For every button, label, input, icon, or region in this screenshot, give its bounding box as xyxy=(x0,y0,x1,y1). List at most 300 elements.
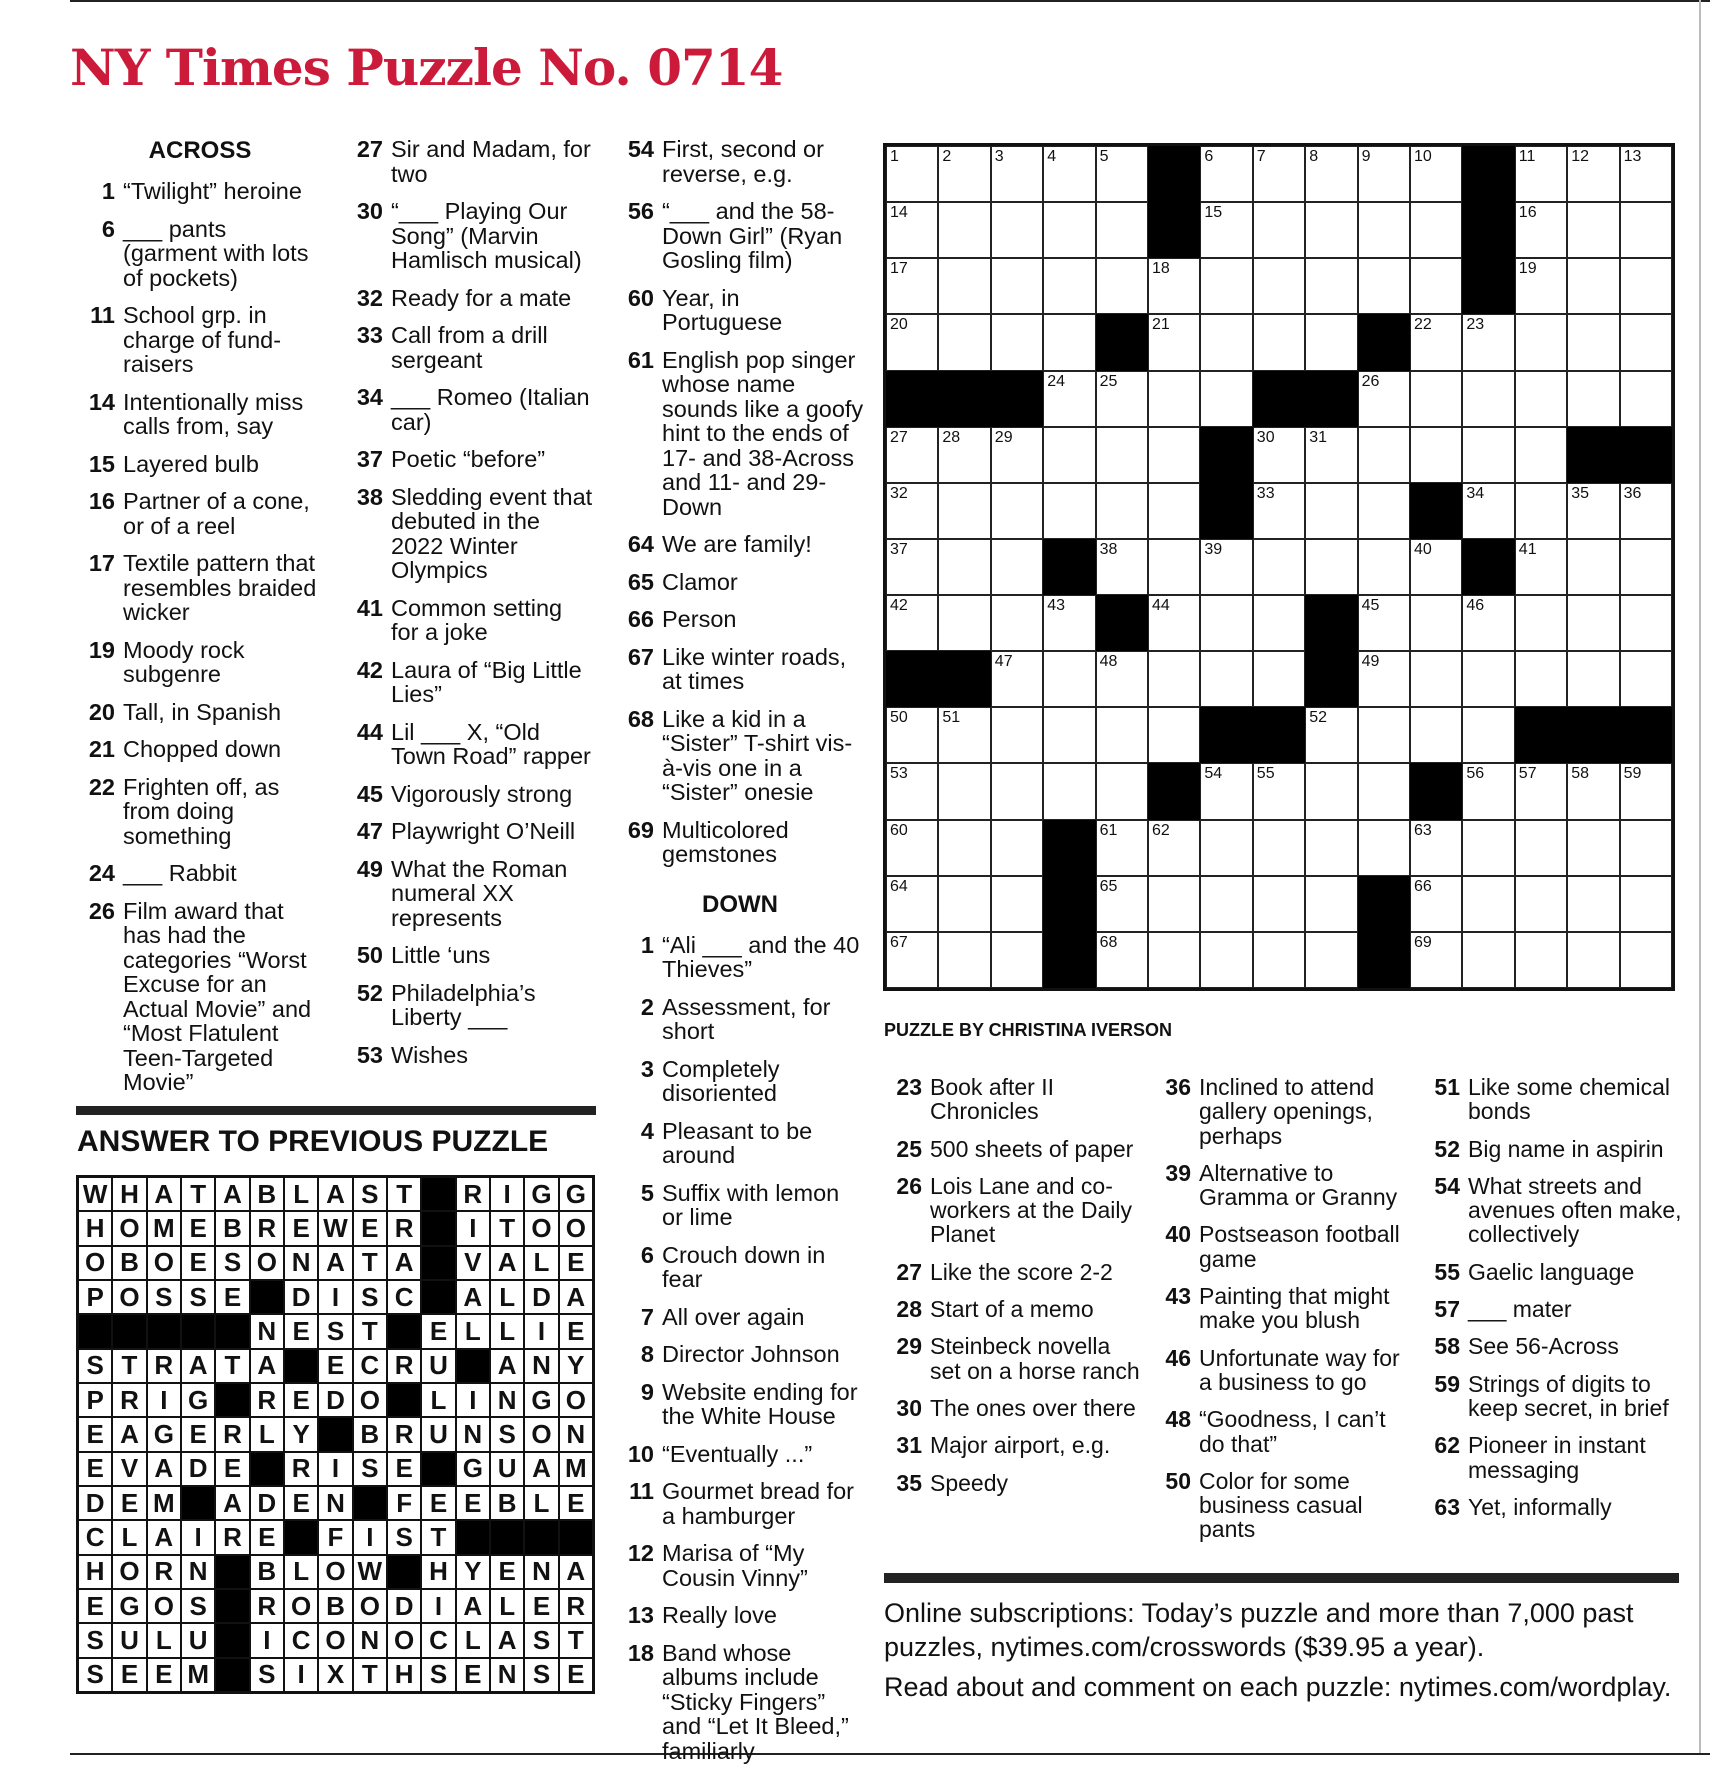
grid-cell[interactable] xyxy=(1253,820,1305,876)
grid-cell[interactable] xyxy=(1253,595,1305,651)
clue-54 xyxy=(1422,1174,1684,1247)
grid-cell[interactable] xyxy=(886,876,938,932)
grid-cell[interactable] xyxy=(991,314,1043,370)
grid-cell[interactable] xyxy=(1253,876,1305,932)
grid-cell[interactable] xyxy=(991,820,1043,876)
grid-cell[interactable] xyxy=(991,876,1043,932)
grid-cell[interactable] xyxy=(1096,371,1148,427)
grid-cell[interactable] xyxy=(938,258,990,314)
grid-cell[interactable] xyxy=(991,707,1043,763)
grid-cell[interactable] xyxy=(1358,483,1410,539)
clue-52 xyxy=(1422,1137,1684,1161)
grid-cell[interactable] xyxy=(1410,820,1462,876)
grid-cell[interactable] xyxy=(938,483,990,539)
cell-number: 38 xyxy=(1099,540,1118,558)
answer-cell: R xyxy=(250,1589,284,1623)
grid-cell[interactable] xyxy=(1253,932,1305,988)
cell-number: 44 xyxy=(1152,597,1170,615)
grid-cell[interactable] xyxy=(1620,146,1672,202)
grid-cell[interactable] xyxy=(1200,314,1252,370)
grid-cell[interactable] xyxy=(1620,258,1672,314)
grid-cell[interactable] xyxy=(1200,932,1252,988)
answer-cell: E xyxy=(284,1211,318,1245)
grid-cell[interactable] xyxy=(1620,371,1672,427)
grid-cell[interactable] xyxy=(1096,258,1148,314)
grid-cell[interactable] xyxy=(1358,371,1410,427)
grid-cell[interactable] xyxy=(938,539,990,595)
answer-cell: E xyxy=(559,1314,593,1348)
clue-11 xyxy=(614,1479,866,1528)
answer-cell: R xyxy=(456,1177,490,1211)
clue-text: Like some chemical bonds xyxy=(1468,1074,1670,1125)
grid-cell[interactable] xyxy=(1305,202,1357,258)
grid-cell[interactable] xyxy=(1305,707,1357,763)
answer-cell: B xyxy=(250,1177,284,1211)
clue-43 xyxy=(1153,1284,1415,1333)
grid-cell[interactable] xyxy=(991,763,1043,819)
grid-cell[interactable] xyxy=(1148,258,1200,314)
grid-cell[interactable] xyxy=(1358,707,1410,763)
grid-cell[interactable] xyxy=(1620,202,1672,258)
grid-cell[interactable] xyxy=(1043,146,1095,202)
grid-cell[interactable] xyxy=(1148,371,1200,427)
grid-cell[interactable] xyxy=(886,258,938,314)
footer-rule xyxy=(884,1573,1679,1583)
grid-cell[interactable] xyxy=(1200,820,1252,876)
clue-text: Person xyxy=(662,606,737,632)
answer-cell: E xyxy=(112,1486,146,1520)
grid-cell[interactable] xyxy=(938,427,990,483)
grid-cell[interactable] xyxy=(886,314,938,370)
grid-cell[interactable] xyxy=(1410,427,1462,483)
grid-cell[interactable] xyxy=(1567,146,1619,202)
grid-cell[interactable] xyxy=(1305,820,1357,876)
grid-cell[interactable] xyxy=(1410,932,1462,988)
grid-cell[interactable] xyxy=(1148,314,1200,370)
clue-44 xyxy=(343,720,595,769)
grid-cell[interactable] xyxy=(1358,651,1410,707)
grid-cell[interactable] xyxy=(1200,539,1252,595)
answer-cell: B xyxy=(215,1211,249,1245)
grid-cell[interactable] xyxy=(1200,876,1252,932)
grid-cell[interactable] xyxy=(1462,763,1514,819)
grid-cell[interactable] xyxy=(886,707,938,763)
answer-cell: S xyxy=(250,1658,284,1692)
clue-number: 35 xyxy=(896,1469,922,1496)
grid-cell[interactable] xyxy=(1305,539,1357,595)
grid-cell[interactable] xyxy=(1043,763,1095,819)
clue-number: 65 xyxy=(627,568,654,595)
answer-block xyxy=(250,1452,284,1486)
cell-number: 5 xyxy=(1099,148,1109,165)
grid-cell[interactable] xyxy=(886,146,938,202)
grid-cell[interactable] xyxy=(1253,146,1305,202)
clue-text: Like winter roads, at times xyxy=(662,643,847,694)
grid-cell[interactable] xyxy=(1410,876,1462,932)
grid-cell[interactable] xyxy=(1043,314,1095,370)
clue-2 xyxy=(614,995,866,1044)
grid-cell[interactable] xyxy=(1567,932,1619,988)
grid-cell[interactable] xyxy=(1305,483,1357,539)
clue-list xyxy=(614,137,866,867)
answer-cell: C xyxy=(284,1623,318,1657)
grid-block xyxy=(886,371,938,427)
grid-cell[interactable] xyxy=(1515,932,1567,988)
cell-number: 14 xyxy=(890,204,908,222)
answer-title: ANSWER TO PREVIOUS PUZZLE xyxy=(77,1125,549,1158)
grid-cell[interactable] xyxy=(1200,595,1252,651)
grid-cell[interactable] xyxy=(1410,314,1462,370)
answer-cell: Y xyxy=(456,1555,490,1589)
clue-text: “Ali ___ and the 40 Thieves” xyxy=(662,931,860,982)
cell-number: 18 xyxy=(1152,260,1170,278)
cell-number: 63 xyxy=(1414,821,1432,839)
grid-cell[interactable] xyxy=(1253,427,1305,483)
grid-cell[interactable] xyxy=(1043,483,1095,539)
answer-cell: N xyxy=(456,1417,490,1451)
clue-34 xyxy=(343,385,595,434)
grid-cell[interactable] xyxy=(1305,932,1357,988)
answer-cell: E xyxy=(181,1246,215,1280)
answer-block xyxy=(421,1177,455,1211)
grid-cell[interactable] xyxy=(1358,595,1410,651)
clue-number: 53 xyxy=(356,1041,383,1068)
grid-cell[interactable] xyxy=(1620,820,1672,876)
crossword-grid xyxy=(883,143,1675,991)
grid-cell[interactable] xyxy=(1515,820,1567,876)
answer-cell: S xyxy=(353,1280,387,1314)
clue-number: 62 xyxy=(1434,1432,1460,1459)
grid-cell[interactable] xyxy=(886,820,938,876)
answer-block xyxy=(421,1211,455,1245)
grid-cell[interactable] xyxy=(1096,539,1148,595)
grid-cell[interactable] xyxy=(1567,763,1619,819)
answer-cell: B xyxy=(490,1486,524,1520)
grid-cell[interactable] xyxy=(1515,539,1567,595)
grid-cell[interactable] xyxy=(1305,314,1357,370)
grid-cell[interactable] xyxy=(1096,932,1148,988)
grid-cell[interactable] xyxy=(1410,539,1462,595)
grid-cell[interactable] xyxy=(886,763,938,819)
grid-cell[interactable] xyxy=(1515,202,1567,258)
grid-cell[interactable] xyxy=(991,932,1043,988)
grid-cell[interactable] xyxy=(1567,483,1619,539)
grid-cell[interactable] xyxy=(991,258,1043,314)
grid-cell[interactable] xyxy=(1200,202,1252,258)
cell-number: 32 xyxy=(890,484,908,502)
grid-cell[interactable] xyxy=(1200,146,1252,202)
grid-cell[interactable] xyxy=(1620,876,1672,932)
answer-cell: A xyxy=(181,1349,215,1383)
clue-37 xyxy=(343,447,595,472)
grid-cell[interactable] xyxy=(1567,539,1619,595)
grid-cell[interactable] xyxy=(1148,427,1200,483)
grid-cell[interactable] xyxy=(1043,258,1095,314)
grid-cell[interactable] xyxy=(1567,258,1619,314)
grid-cell[interactable] xyxy=(1462,371,1514,427)
grid-cell[interactable] xyxy=(1410,258,1462,314)
down-heading: DOWN xyxy=(702,890,778,918)
grid-cell[interactable] xyxy=(1200,763,1252,819)
grid-cell[interactable] xyxy=(1515,427,1567,483)
grid-cell[interactable] xyxy=(1358,539,1410,595)
cell-number: 12 xyxy=(1571,148,1589,165)
grid-cell[interactable] xyxy=(1462,483,1514,539)
grid-cell[interactable] xyxy=(1620,595,1672,651)
answer-block xyxy=(353,1486,387,1520)
answer-cell: S xyxy=(318,1314,352,1348)
grid-cell[interactable] xyxy=(938,763,990,819)
grid-cell[interactable] xyxy=(1200,258,1252,314)
grid-cell[interactable] xyxy=(1358,427,1410,483)
grid-cell[interactable] xyxy=(1620,932,1672,988)
answer-cell: S xyxy=(353,1177,387,1211)
grid-cell[interactable] xyxy=(1567,371,1619,427)
clue-number: 14 xyxy=(88,388,115,415)
clue-text: Really love xyxy=(662,1602,777,1628)
grid-cell[interactable] xyxy=(938,707,990,763)
grid-cell[interactable] xyxy=(991,483,1043,539)
cell-number: 3 xyxy=(994,148,1004,165)
grid-cell[interactable] xyxy=(1253,314,1305,370)
grid-cell[interactable] xyxy=(938,146,990,202)
grid-cell[interactable] xyxy=(1515,146,1567,202)
clue-text: What the Roman numeral XX represents xyxy=(391,855,568,931)
grid-cell[interactable] xyxy=(886,202,938,258)
clue-13 xyxy=(614,1603,866,1628)
grid-cell[interactable] xyxy=(1043,595,1095,651)
grid-cell[interactable] xyxy=(938,820,990,876)
grid-cell[interactable] xyxy=(1620,539,1672,595)
cell-number: 45 xyxy=(1361,597,1380,615)
grid-cell[interactable] xyxy=(1096,820,1148,876)
clue-15 xyxy=(75,452,325,477)
grid-cell[interactable] xyxy=(1148,707,1200,763)
grid-cell[interactable] xyxy=(1305,427,1357,483)
grid-cell[interactable] xyxy=(1515,763,1567,819)
answer-cell: I xyxy=(181,1520,215,1554)
cell-number: 8 xyxy=(1309,148,1319,165)
cell-number: 31 xyxy=(1309,428,1327,446)
grid-cell[interactable] xyxy=(991,427,1043,483)
clue-50 xyxy=(1153,1469,1415,1542)
grid-cell[interactable] xyxy=(1253,539,1305,595)
grid-cell[interactable] xyxy=(1462,427,1514,483)
grid-cell[interactable] xyxy=(991,595,1043,651)
grid-cell[interactable] xyxy=(1620,651,1672,707)
grid-cell[interactable] xyxy=(1253,258,1305,314)
answer-cell: L xyxy=(284,1177,318,1211)
grid-cell[interactable] xyxy=(991,651,1043,707)
grid-cell[interactable] xyxy=(938,202,990,258)
answer-cell: R xyxy=(387,1349,421,1383)
grid-cell[interactable] xyxy=(1462,595,1514,651)
grid-cell[interactable] xyxy=(1358,258,1410,314)
grid-cell[interactable] xyxy=(1358,202,1410,258)
grid-cell[interactable] xyxy=(886,932,938,988)
grid-cell[interactable] xyxy=(1305,763,1357,819)
clue-text: “Eventually ...” xyxy=(662,1440,813,1467)
grid-cell[interactable] xyxy=(1096,707,1148,763)
clue-text: Textile pattern that resembles braided wicker xyxy=(123,550,317,625)
grid-cell[interactable] xyxy=(1567,876,1619,932)
grid-cell[interactable] xyxy=(1096,763,1148,819)
grid-cell[interactable] xyxy=(1620,763,1672,819)
grid-cell[interactable] xyxy=(1462,651,1514,707)
answer-cell: A xyxy=(318,1177,352,1211)
right-rule xyxy=(1699,0,1701,1755)
grid-cell[interactable] xyxy=(886,483,938,539)
grid-cell[interactable] xyxy=(1096,876,1148,932)
grid-cell[interactable] xyxy=(1096,483,1148,539)
clue-number: 44 xyxy=(356,718,383,745)
cell-number: 20 xyxy=(890,316,908,334)
grid-cell[interactable] xyxy=(1148,932,1200,988)
cell-number: 33 xyxy=(1256,484,1275,502)
grid-cell[interactable] xyxy=(1515,651,1567,707)
grid-cell[interactable] xyxy=(1567,595,1619,651)
grid-cell[interactable] xyxy=(1410,595,1462,651)
grid-cell[interactable] xyxy=(1358,146,1410,202)
answer-cell: M xyxy=(559,1452,593,1486)
grid-cell[interactable] xyxy=(1253,763,1305,819)
grid-cell[interactable] xyxy=(1620,483,1672,539)
grid-cell[interactable] xyxy=(938,932,990,988)
answer-cell: H xyxy=(112,1177,146,1211)
clue-49 xyxy=(343,857,595,931)
answer-cell: T xyxy=(112,1349,146,1383)
cell-number: 65 xyxy=(1099,877,1118,895)
grid-cell[interactable] xyxy=(991,146,1043,202)
grid-cell[interactable] xyxy=(1253,483,1305,539)
grid-cell[interactable] xyxy=(1567,820,1619,876)
grid-cell[interactable] xyxy=(1043,707,1095,763)
grid-cell[interactable] xyxy=(1567,651,1619,707)
grid-cell[interactable] xyxy=(938,876,990,932)
answer-cell: N xyxy=(250,1314,284,1348)
clue-50 xyxy=(343,943,595,968)
cell-number: 29 xyxy=(994,428,1013,446)
clue-35 xyxy=(884,1471,1146,1495)
grid-cell[interactable] xyxy=(1096,202,1148,258)
grid-cell[interactable] xyxy=(1200,651,1252,707)
answer-cell: A xyxy=(147,1177,181,1211)
clue-text: Pioneer in instant messaging xyxy=(1468,1432,1646,1483)
grid-cell[interactable] xyxy=(1410,146,1462,202)
grid-cell[interactable] xyxy=(1096,146,1148,202)
grid-cell[interactable] xyxy=(1515,371,1567,427)
grid-cell[interactable] xyxy=(886,595,938,651)
grid-cell[interactable] xyxy=(938,314,990,370)
cell-number: 39 xyxy=(1204,540,1223,558)
cell-number: 27 xyxy=(890,428,908,446)
grid-cell[interactable] xyxy=(1148,595,1200,651)
clue-68 xyxy=(614,707,866,805)
grid-cell[interactable] xyxy=(1148,651,1200,707)
clue-number: 16 xyxy=(88,488,115,514)
answer-cell: F xyxy=(318,1520,352,1554)
grid-cell[interactable] xyxy=(1305,146,1357,202)
grid-cell[interactable] xyxy=(1200,371,1252,427)
across-column-3 xyxy=(614,137,866,1776)
cell-number: 55 xyxy=(1256,765,1275,783)
grid-cell[interactable] xyxy=(1253,202,1305,258)
grid-cell[interactable] xyxy=(1305,258,1357,314)
answer-cell: O xyxy=(318,1555,352,1589)
grid-cell[interactable] xyxy=(1358,820,1410,876)
grid-cell[interactable] xyxy=(1043,427,1095,483)
grid-cell[interactable] xyxy=(1148,876,1200,932)
grid-cell[interactable] xyxy=(1410,707,1462,763)
clue-number: 50 xyxy=(1165,1467,1191,1494)
grid-cell[interactable] xyxy=(1148,820,1200,876)
grid-cell[interactable] xyxy=(991,202,1043,258)
grid-cell[interactable] xyxy=(1515,314,1567,370)
grid-cell[interactable] xyxy=(1515,483,1567,539)
grid-cell[interactable] xyxy=(886,427,938,483)
grid-cell[interactable] xyxy=(1515,595,1567,651)
down-column-b3 xyxy=(1422,1075,1684,1532)
grid-cell[interactable] xyxy=(886,539,938,595)
grid-cell[interactable] xyxy=(1148,539,1200,595)
clue-number: 54 xyxy=(627,136,654,162)
grid-cell[interactable] xyxy=(1148,483,1200,539)
grid-cell[interactable] xyxy=(1462,876,1514,932)
answer-cell: H xyxy=(387,1658,421,1692)
grid-cell[interactable] xyxy=(991,539,1043,595)
grid-cell[interactable] xyxy=(1567,202,1619,258)
clue-text: Playwright O’Neill xyxy=(391,818,576,844)
bottom-rule xyxy=(70,1753,1710,1755)
clue-text: Film award that has had the categories “Worst Excuse for an Actual Movie” and “Most Flatulent Teen-Targeted Movie” xyxy=(123,897,312,1095)
answer-cell: S xyxy=(78,1623,112,1657)
clue-33 xyxy=(343,323,595,372)
answer-cell: E xyxy=(250,1520,284,1554)
grid-cell[interactable] xyxy=(1410,371,1462,427)
answer-cell: I xyxy=(250,1623,284,1657)
grid-cell[interactable] xyxy=(1358,763,1410,819)
grid-cell[interactable] xyxy=(1620,314,1672,370)
grid-cell[interactable] xyxy=(1305,876,1357,932)
clue-text: Wishes xyxy=(391,1041,469,1068)
grid-cell[interactable] xyxy=(1043,202,1095,258)
answer-cell: E xyxy=(78,1589,112,1623)
grid-cell[interactable] xyxy=(1043,651,1095,707)
grid-cell[interactable] xyxy=(1515,876,1567,932)
cell-number: 1 xyxy=(890,148,899,165)
clue-text: Gaelic language xyxy=(1468,1258,1635,1285)
grid-cell[interactable] xyxy=(1462,932,1514,988)
clue-number: 12 xyxy=(627,1540,654,1566)
clue-number: 37 xyxy=(356,446,383,472)
grid-cell[interactable] xyxy=(1043,371,1095,427)
grid-cell[interactable] xyxy=(1253,651,1305,707)
grid-cell[interactable] xyxy=(938,595,990,651)
grid-cell[interactable] xyxy=(1410,202,1462,258)
answer-cell: O xyxy=(78,1246,112,1280)
grid-cell[interactable] xyxy=(1410,651,1462,707)
grid-cell[interactable] xyxy=(1567,314,1619,370)
grid-cell[interactable] xyxy=(1515,258,1567,314)
grid-cell[interactable] xyxy=(1096,427,1148,483)
clue-number: 69 xyxy=(627,816,654,843)
grid-cell[interactable] xyxy=(1096,651,1148,707)
grid-cell[interactable] xyxy=(1462,314,1514,370)
grid-cell[interactable] xyxy=(1462,820,1514,876)
answer-cell: U xyxy=(421,1417,455,1451)
grid-cell[interactable] xyxy=(1462,707,1514,763)
clue-text: Director Johnson xyxy=(662,1341,840,1367)
